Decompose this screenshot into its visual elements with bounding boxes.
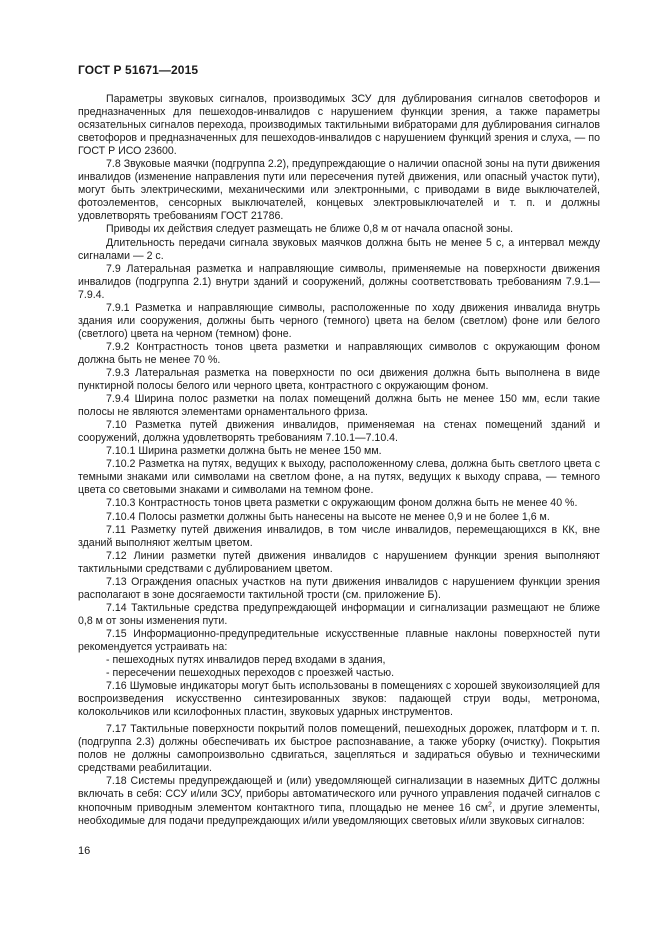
paragraph: 7.9.4 Ширина полос разметки на полах помещений должна быть не менее 150 мм, если такие полосы не являются элементами орнаментального фриза. (78, 393, 600, 419)
page-body (78, 93, 600, 828)
page-number: 16 (78, 845, 91, 857)
paragraph: 7.9.2 Контрастность тонов цвета разметки и направляющих символов с окружающим фоном должна быть не менее 70 %. (78, 340, 600, 366)
paragraph: 7.10.3 Контрастность тонов цвета разметки с окружающим фоном должна быть не менее 40 %. (106, 497, 578, 510)
paragraph: Длительность передачи сигнала звуковых маячков должна быть не менее 5 с, а интервал между сигналами — 2 с. (78, 236, 600, 262)
paragraph: 7.10.1 Ширина разметки должна быть не менее 150 мм. (106, 445, 382, 458)
paragraph: Параметры звуковых сигналов, производимых ЗСУ для дублирования сигналов светофоров и предназначенных для пешеходов-инвалидов с нарушением функции зрения, а также параметры осязательных сигналов перехода, производимых тактильными вибраторами для дублирования сигналов светофоров и предназначенных для пешеходов-инвалидов с нарушением функций зрения и слуха, — по ГОСТ Р ИСО 23600. (78, 93, 600, 158)
paragraph: 7.9.3 Латеральная разметка на поверхности по оси движения должна быть выполнена в виде пунктирной полосы белого или черного цвета, контрастного с окружающим фоном. (78, 366, 600, 393)
paragraph-last (78, 775, 600, 827)
paragraph-text: , и другие элементы, необходимые для подачи предупреждающих и/или уведомляющих световых и/или звуковых сигналов: (78, 801, 601, 827)
paragraph: 7.10.4 Полосы разметки должны быть нанесены на высоте не менее 0,9 и не более 1,6 м. (106, 510, 550, 523)
superscript: 2 (488, 801, 492, 808)
paragraph: 7.12 Линии разметки путей движения инвалидов с нарушением функции зрения выполняют тактильными средствами с дублированием цветом. (78, 549, 600, 575)
paragraph: 7.10.2 Разметка на путях, ведущих к выходу, расположенному слева, должна быть светлого цвета с темными знаками или символами на светлом фоне, а на путях, ведущих к выходу справа, — темного цвета со световыми знаками и символами на темном фоне. (78, 458, 600, 497)
paragraph: 7.9 Латеральная разметка и направляющие символы, применяемые на поверхности движения инвалидов (подгруппа 2.1) внутри зданий и сооружений, должны соответствовать требованиям 7.9.1—7.9.4. (78, 262, 600, 301)
paragraph-text: 7.18 Системы предупреждающей и (или) уведомляющей сигнализации в наземных ДИТС должны включать в себя: ССУ и/или ЗСУ, приборы автоматического или ручного управления подачей сигналов с кнопочным приводным элементом контактного типа, площадью не менее 16 см (78, 775, 600, 814)
paragraph: 7.15 Информационно-предупредительные искусственные плавные наклоны поверхностей пути рекомендуется устраивать на: (78, 627, 600, 653)
list-item: - пешеходных путях инвалидов перед входами в здания, (106, 654, 386, 667)
paragraph: 7.13 Ограждения опасных участков на пути движения инвалидов с нарушением функции зрения располагают в зоне досягаемости тактильной трости (см. приложение Б). (78, 575, 600, 601)
paragraph: 7.9.1 Разметка и направляющие символы, расположенные по ходу движения инвалида внутрь здания или сооружения, должны быть черного (темного) цвета на белом (светлом) фоне или белого (светлого) цвета на черном (темном) фоне. (78, 301, 600, 340)
paragraph: 7.16 Шумовые индикаторы могут быть использованы в помещениях с хорошей звукоизоляцией для воспроизведения искусственно синтезированных звуков: падающей струи воды, метронома, колокольчиков или ксилофонных пластин, звуковых ударных инструментов. (78, 680, 600, 719)
list-item: - пересечении пешеходных переходов с проезжей частью. (106, 667, 395, 680)
paragraph: 7.10 Разметка путей движения инвалидов, применяемая на стенах помещений зданий и сооружений, должна удовлетворять требованиям 7.10.1—7.10.4. (78, 419, 600, 445)
document-header: ГОСТ Р 51671—2015 (78, 63, 199, 77)
paragraph: 7.17 Тактильные поверхности покрытий полов помещений, пешеходных дорожек, платформ и т. п. (подгруппа 2.3) должны обеспечивать их быстрое распознавание, а также уборку (очистку). Покрытия полов не должны самопроизвольно сдвигаться, зацепляться и задираться обувью и техническими средствами реабилитации. (78, 723, 600, 775)
paragraph: 7.11 Разметку путей движения инвалидов, в том числе инвалидов, перемещающихся в КК, вне зданий выполняют желтым цветом. (78, 523, 600, 549)
paragraph: Приводы их действия следует размещать не ближе 0,8 м от начала опасной зоны. (106, 223, 514, 236)
paragraph: 7.14 Тактильные средства предупреждающей информации и сигнализации размещают не ближе 0,8 м от зоны изменения пути. (78, 601, 600, 627)
paragraph: 7.8 Звуковые маячки (подгруппа 2.2), предупреждающие о наличии опасной зоны на пути движения инвалидов (изменение направления пути или пересечения путей движения, или опасный участок пути), могут быть электрическими, механическими или электронными, с приводами в виде выключателей, фотоэлементов, сенсорных выключателей, концевых электровыключателей и т. п. и должны удовлетворять требованиям ГОСТ 21786. (78, 158, 600, 223)
